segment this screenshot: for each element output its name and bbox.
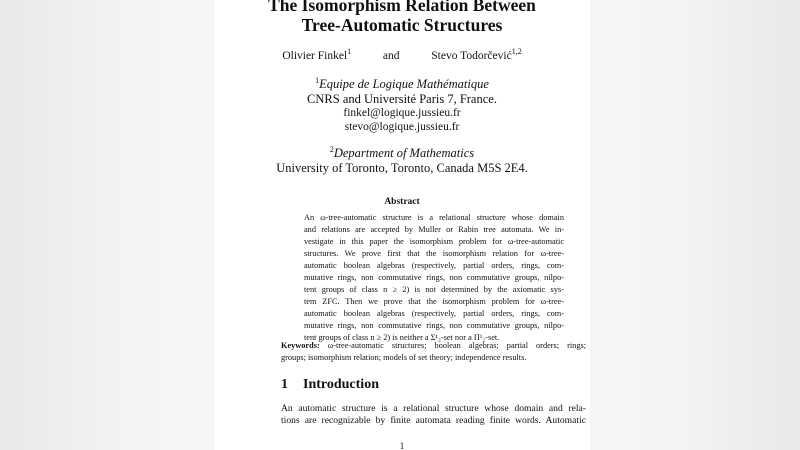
abstract-line: mutative rings, non commutative rings, non commutative groups, nilpo-: [304, 273, 564, 282]
email-stevo[interactable]: stevo@logique.jussieu.fr: [344, 121, 460, 133]
keywords-line-2: groups; isomorphism relation; models of set theory; independence results.: [281, 353, 527, 362]
affiliation-1-institution: CNRS and Université Paris 7, France.: [307, 92, 497, 106]
affiliation-2-name: $^2$Department of Mathematics: [329, 145, 475, 160]
paper-page: [214, 0, 590, 450]
email-finkel[interactable]: finkel@logique.jussieu.fr: [343, 107, 461, 119]
keywords-line-1: Keywords: ω-tree-automatic structures; boolean algebras; partial orders; rings;: [281, 341, 587, 350]
section-title: Introduction: [303, 377, 379, 392]
abstract-line: automatic boolean algebras (respectively, partial orders, rings, com-: [304, 309, 564, 318]
abstract-line: mutative rings, non commutative rings, non commutative groups, nilpo-: [304, 321, 564, 330]
authors-line: [214, 47, 590, 62]
section-number: 1: [281, 377, 288, 392]
section-heading-introduction: [281, 377, 379, 393]
page-number: 1: [399, 441, 405, 450]
affiliation-1-name: $^1$Equipe de Logique Mathématique: [315, 76, 489, 91]
abstract-line: tem ZFC. Then we prove that the isomorphism problem for ω-tree-: [304, 297, 564, 306]
abstract-line: An ω-tree-automatic structure is a relational structure whose domain: [304, 213, 564, 222]
abstract-line: vestigate in this paper the isomorphism problem for ω-tree-automatic: [304, 237, 564, 246]
author-1-affil: 1: [347, 47, 352, 56]
abstract-line: structures. We prove first that the isomorphism relation for ω-tree-: [304, 249, 564, 258]
author-2-affil: 1,2: [511, 47, 522, 56]
authors-and: and: [382, 50, 400, 62]
abstract-line: automatic boolean algebras (respectively, partial orders, rings, com-: [304, 261, 564, 270]
affiliation-1-sup: 1: [315, 76, 320, 85]
author-2: Stevo Todorčević: [431, 50, 512, 62]
body-line-2: tions are recognizable by finite automata reading finite words. Automatic: [281, 415, 586, 426]
author-1: Olivier Finkel: [282, 50, 348, 62]
title-line-2: Tree-Automatic Structures: [301, 15, 503, 35]
right-background: [590, 0, 800, 450]
body-line-1: An automatic structure is a relational structure whose domain and rela-: [281, 403, 586, 414]
keywords-label: Keywords:: [281, 341, 320, 350]
abstract-heading: Abstract: [384, 197, 420, 207]
title-line-1: The Isomorphism Relation Between: [268, 0, 536, 15]
affiliation-2-institution: University of Toronto, Toronto, Canada M5S 2E4.: [276, 161, 528, 175]
left-background: [0, 0, 214, 450]
abstract-line: tent groups of class n ≥ 2) is neither a Σ¹₂-set nor a Π¹₂-set.: [304, 333, 500, 342]
abstract-line: tent groups of class n ≥ 2) is not determined by the axiomatic sys-: [304, 285, 564, 294]
abstract-line: and relations are accepted by Muller or Rabin tree automata. We in-: [304, 225, 564, 234]
affiliation-2-sup: 2: [329, 145, 334, 154]
